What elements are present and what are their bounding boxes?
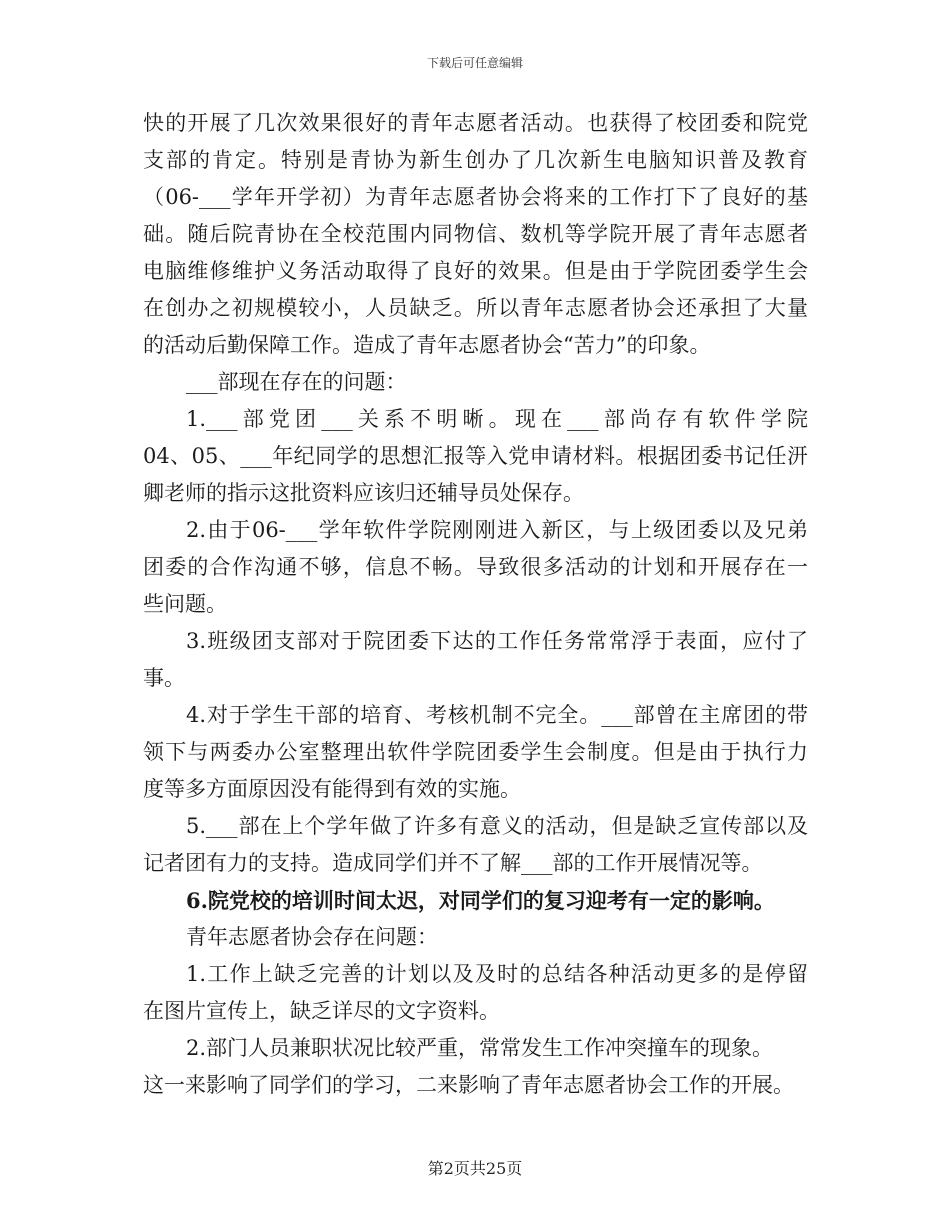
list-item-line: 4.对于学生干部的培育、考核机制不完全。___部曾在主席团的带 <box>186 703 808 727</box>
list-item-line: 事。 <box>143 666 185 690</box>
list-item-line: 04、05、___年纪同学的思想汇报等入党申请材料。根据团委书记任汧 <box>143 444 808 468</box>
paragraph-line: 支部的肯定。特别是青协为新生创办了几次新生电脑知识普及教育 <box>143 148 808 172</box>
page-header: 下载后可任意编辑 <box>426 56 523 70</box>
document-body <box>143 105 808 1104</box>
list-item-line: 在图片宣传上，缺乏详尽的文字资料。 <box>143 999 500 1023</box>
paragraph-line: 快的开展了几次效果很好的青年志愿者活动。也获得了校团委和院党 <box>143 111 808 135</box>
list-item-line: 度等多方面原因没有能得到有效的实施。 <box>143 777 521 801</box>
list-item-line: 1.工作上缺乏完善的计划以及及时的总结各种活动更多的是停留 <box>186 962 808 986</box>
list-item-line: 卿老师的指示这批资料应该归还辅导员处保存。 <box>143 481 584 505</box>
paragraph-line: 的活动后勤保障工作。造成了青年志愿者协会“苦力”的印象。 <box>143 333 711 357</box>
list-item-line: 这一来影响了同学们的学习，二来影响了青年志愿者协会工作的开展。 <box>143 1073 794 1097</box>
bold-list-item: 6.院党校的培训时间太迟，对同学们的复习迎考有一定的影响。 <box>186 888 775 913</box>
list-item-line: 团委的合作沟通不够，信息不畅。导致很多活动的计划和开展存在一 <box>143 555 808 579</box>
list-item-line: 3.班级团支部对于院团委下达的工作任务常常浮于表面，应付了 <box>186 629 808 653</box>
paragraph-line: （06-___学年开学初）为青年志愿者协会将来的工作打下了良好的基 <box>143 185 808 209</box>
page-footer: 第2页共25页 <box>427 1159 523 1178</box>
list-item-line: 2.由于06-___学年软件学院刚刚进入新区，与上级团委以及兄弟 <box>186 518 808 542</box>
list-item-line: 记者团有力的支持。造成同学们并不了解___部的工作开展情况等。 <box>143 851 763 875</box>
paragraph-line: 电脑维修维护义务活动取得了良好的效果。但是由于学院团委学生会 <box>143 259 808 283</box>
paragraph-line: 础。随后院青协在全校范围内同物信、数机等学院开展了青年志愿者 <box>143 222 808 246</box>
paragraph-line: 在创办之初规模较小，人员缺乏。所以青年志愿者协会还承担了大量 <box>143 296 808 320</box>
section-heading: ___部现在存在的问题： <box>186 370 407 394</box>
list-item-line: 1.___部党团___关系不明晰。现在___部尚存有软件学院 <box>186 407 808 431</box>
list-item-line: 5.___部在上个学年做了许多有意义的活动，但是缺乏宣传部以及 <box>186 814 808 838</box>
list-item-line: 领下与两委办公室整理出软件学院团委学生会制度。但是由于执行力 <box>143 740 808 764</box>
section-heading: 青年志愿者协会存在问题： <box>186 925 438 949</box>
list-item-line: 2.部门人员兼职状况比较严重，常常发生工作冲突撞车的现象。 <box>186 1036 774 1060</box>
list-item-line: 些问题。 <box>143 592 227 616</box>
